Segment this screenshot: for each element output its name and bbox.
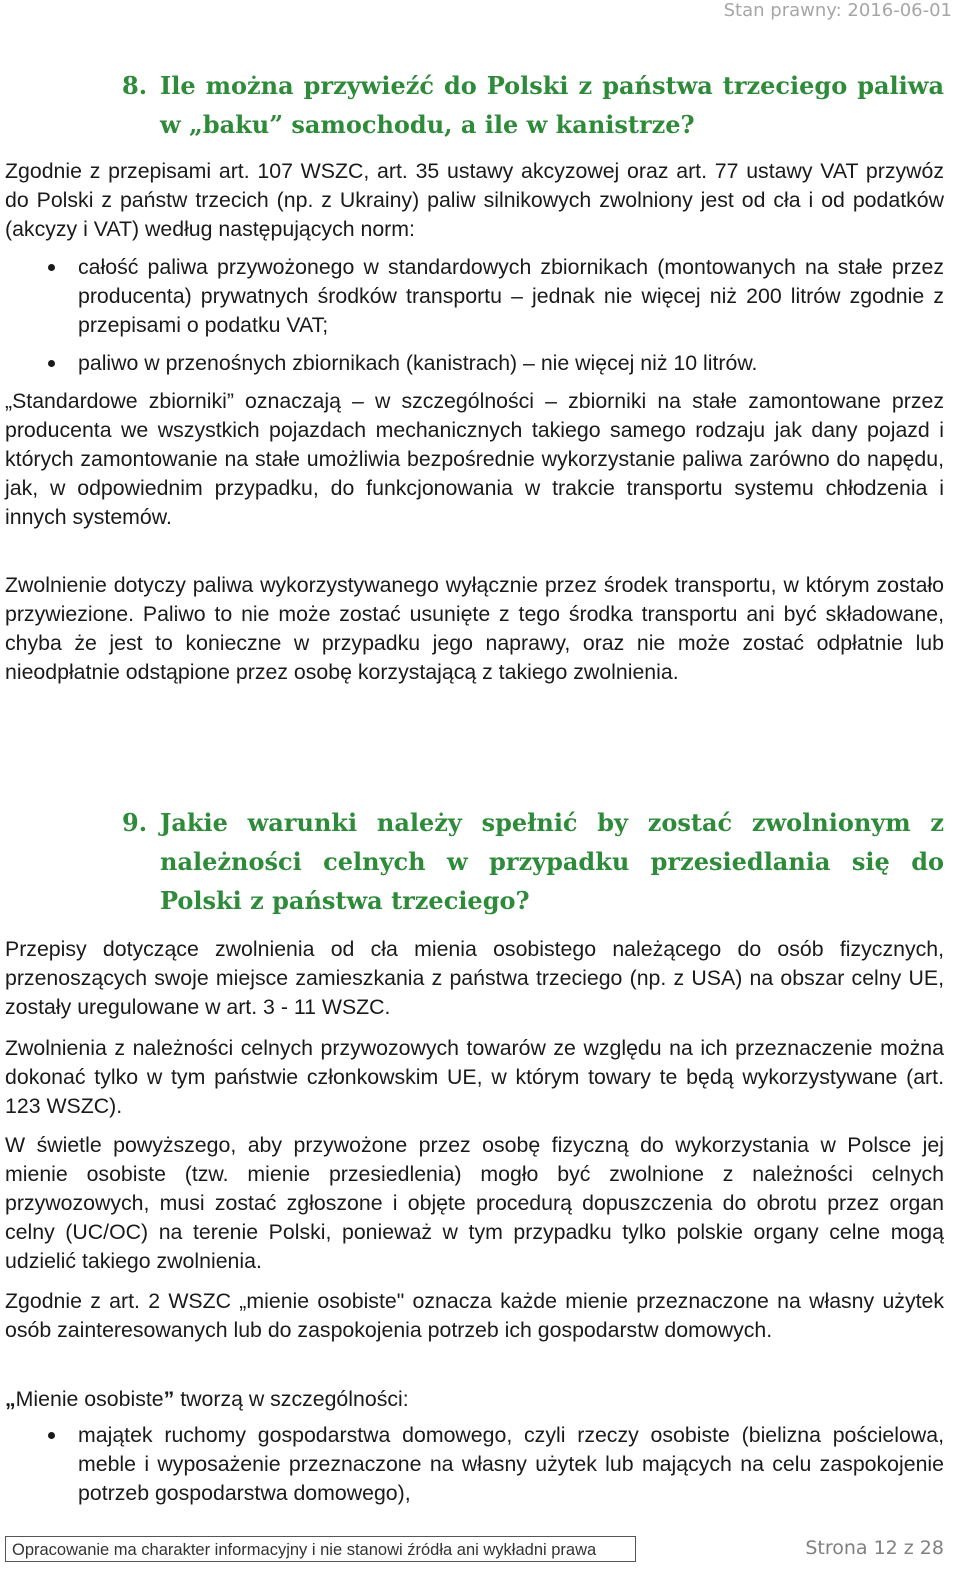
bullet-icon	[48, 1432, 55, 1439]
footer-disclaimer: Opracowanie ma charakter informacyjny i nie stanowi źródła ani wykładni prawa	[5, 1536, 636, 1562]
bullet-icon	[48, 360, 55, 367]
section-9-paragraph-3: W świetle powyższego, aby przywożone przez osobę fizyczną do wykorzystania w Polsce jej mienie osobiste (tzw. mienie przesiedlenia) mogło być zwolnione z należności celnych przywozowych, musi zostać zgłoszone i objęte procedurą dopuszczenia do obrotu przez organ celny (UC/OC) na terenie Polski, ponieważ w tym przypadku tylko polskie organy celne mogą udzielić takiego zwolnienia.	[5, 1133, 944, 1273]
personal-property-term: Mienie osobiste	[15, 1387, 164, 1411]
paragraph-5-rest: tworzą w szczególności:	[174, 1387, 409, 1411]
section-8-intro: Zgodnie z przepisami art. 107 WSZC, art. 35 ustawy akcyzowej oraz art. 77 ustawy VAT przywóz do Polski z państw trzecich (np. z Ukrainy) paliw silnikowych zwolniony jest od cła i od podatków (akcyzy i VAT) według następujących norm:	[5, 159, 944, 241]
section-9-paragraph-5	[5, 1385, 944, 1414]
bullet-icon	[48, 264, 55, 271]
list-item-text: paliwo w przenośnych zbiornikach (kanistrach) – nie więcej niż 10 litrów.	[78, 351, 758, 375]
standard-tanks-definition: „Standardowe zbiorniki” oznaczają – w szczególności – zbiorniki na stałe zamontowane przez producenta we wszystkich pojazdach mechanicznych takiego samego rodzaju jak dany pojazd i których zamontowanie na stałe umożliwia bezpośrednie wykorzystanie paliwa zarówno do napędu, jak, w odpowiednim przypadku, do funkcjonowania w trakcie transportu systemu chłodzenia i innych systemów.	[5, 389, 944, 529]
list-item	[0, 349, 944, 378]
fuel-norms-list	[0, 253, 944, 378]
legal-status-date: Stan prawny: 2016-06-01	[723, 0, 952, 21]
list-item-text: majątek ruchomy gospodarstwa domowego, czyli rzeczy osobiste (bielizna pościelowa, meble i wyposażenie przeznaczone na własny użytek lub mających na celu zaspokojenie potrzeb gospodarstwa domowego),	[78, 1423, 944, 1505]
open-quote: „	[5, 1387, 16, 1411]
list-item	[0, 253, 944, 340]
exemption-scope-paragraph: Zwolnienie dotyczy paliwa wykorzystywanego wyłącznie przez środek transportu, w którym zostało przywiezione. Paliwo to nie może zostać usunięte z tego środka transportu ani być składowane, chyba że jest to konieczne w przypadku jego naprawy, oraz nie może zostać odpłatnie lub nieodpłatnie odstąpione przez osobę korzystającą z takiego zwolnienia.	[5, 573, 944, 684]
section-9-number: 9.	[122, 808, 148, 837]
section-8-title: Ile można przywieźć do Polski z państwa trzeciego paliwa w „baku” samochodu, a ile w kanistrze?	[160, 71, 944, 139]
section-9-heading	[122, 803, 944, 920]
list-item	[0, 1421, 944, 1508]
section-9-paragraph-2: Zwolnienia z należności celnych przywozowych towarów ze względu na ich przeznaczenie można dokonać tylko w tym państwie członkowskim UE, w którym towary te będą wykorzystywane (art. 123 WSZC).	[5, 1036, 944, 1118]
close-quote: ”	[163, 1387, 175, 1411]
list-item-text: całość paliwa przywożonego w standardowych zbiornikach (montowanych na stałe przez producenta) prywatnych środków transportu – jednak nie więcej niż 200 litrów zgodnie z przepisami o podatku VAT;	[78, 255, 944, 337]
section-9-paragraph-1: Przepisy dotyczące zwolnienia od cła mienia osobistego należącego do osób fizycznych, przenoszących swoje miejsce zamieszkania z państwa trzeciego (np. z USA) na obszar celny UE, zostały uregulowane w art. 3 - 11 WSZC.	[5, 937, 944, 1019]
section-9-title: Jakie warunki należy spełnić by zostać zwolnionym z należności celnych w przypadku przesiedlania się do Polski z państwa trzeciego?	[160, 808, 944, 915]
section-8-number: 8.	[122, 71, 148, 100]
page-number: Strona 12 z 28	[805, 1537, 944, 1559]
section-9-paragraph-4: Zgodnie z art. 2 WSZC „mienie osobiste" oznacza każde mienie przeznaczone na własny użytek osób zainteresowanych lub do zaspokojenia potrzeb ich gospodarstw domowych.	[5, 1289, 944, 1342]
section-8-heading	[122, 66, 944, 144]
personal-property-list	[0, 1421, 944, 1508]
